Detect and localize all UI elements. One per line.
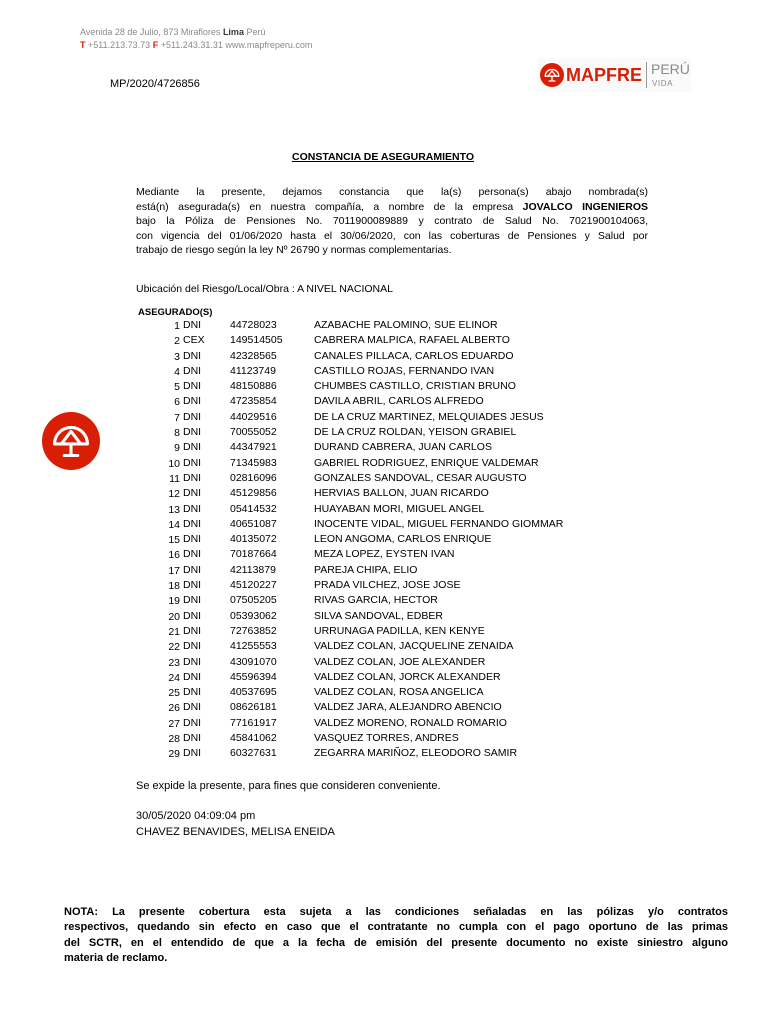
intro-line: Mediante la presente, dejamos constancia que la(s) persona(s) abajo nombrada(s) [136,186,648,198]
insured-row [0,349,768,364]
insured-row [0,379,768,394]
document-number: 44347921 [230,441,277,454]
document-type: DNI [183,548,202,561]
insured-name: PAREJA CHIPA, ELIO [314,563,418,576]
mapfre-emblem-icon [540,63,564,87]
document-number: 42328565 [230,349,277,362]
insured-name: DE LA CRUZ MARTINEZ, MELQUIADES JESUS [314,410,544,423]
insured-name: DURAND CABRERA, JUAN CARLOS [314,441,492,454]
insured-row [0,609,768,624]
document-type: DNI [183,533,202,546]
document-type: DNI [183,517,202,530]
row-number: 26 [168,702,180,715]
document-number: 149514505 [230,334,283,347]
insured-name: GABRIEL RODRIGUEZ, ENRIQUE VALDEMAR [314,456,539,469]
insured-row [0,731,768,746]
intro-line: con vigencia del 01/06/2020 hasta el 30/06/2020, con las coberturas de Pensiones y Salud por [136,229,648,242]
row-number: 2 [174,335,180,348]
insured-row [0,318,768,333]
insured-name: VALDEZ MORENO, RONALD ROMARIO [314,716,507,729]
row-number: 25 [168,687,180,700]
insured-row [0,655,768,670]
document-type: DNI [183,456,202,469]
row-number: 15 [168,534,180,547]
logo-business-line: VIDA [652,79,674,88]
row-number: 13 [168,503,180,516]
fax-number: +511.243.31.31 [160,40,223,50]
signer-name: CHAVEZ BENAVIDES, MELISA ENEIDA [136,826,335,838]
insured-name: VASQUEZ TORRES, ANDRES [314,732,459,745]
row-number: 4 [174,365,180,378]
row-number: 24 [168,671,180,684]
row-number: 22 [168,641,180,654]
phone-label: T [80,40,86,50]
document-number: 72763852 [230,624,277,637]
document-number: 71345983 [230,456,277,469]
insured-name: CANALES PILLACA, CARLOS EDUARDO [314,349,514,362]
document-number: 07505205 [230,594,277,607]
issue-datetime: 30/05/2020 04:09:04 pm [136,810,256,822]
mapfre-emblem-icon [42,412,100,470]
document-type: DNI [183,410,202,423]
document-number: 40135072 [230,533,277,546]
document-type: DNI [183,594,202,607]
insured-row [0,670,768,685]
document-number: 43091070 [230,655,277,668]
insured-name: DE LA CRUZ ROLDAN, YEISON GRABIEL [314,426,517,439]
insured-row [0,517,768,532]
mapfre-logo [537,58,691,92]
insured-row [0,593,768,608]
website-text: www.mapfreperu.com [225,40,313,50]
note-line [64,905,728,920]
document-number: 48150886 [230,380,277,393]
insured-row [0,486,768,501]
insured-row [0,624,768,639]
header-contact [80,39,312,51]
document-number: 40537695 [230,686,277,699]
insured-name: VALDEZ COLAN, JACQUELINE ZENAIDA [314,640,514,653]
row-number: 27 [168,717,180,730]
document-number: 45120227 [230,579,277,592]
document-type: DNI [183,471,202,484]
insured-name: ZEGARRA MARIÑOZ, ELEODORO SAMIR [314,747,518,760]
document-reference: MP/2020/4726856 [110,78,200,90]
closing-statement: Se expide la presente, para fines que consideren conveniente. [136,780,441,792]
insured-row [0,502,768,517]
note-block [64,905,728,966]
document-type: DNI [183,319,202,331]
note-line: del SCTR, en el entendido de que a la fecha de emisión del presente documento no existe siniestro alguno [64,936,728,949]
row-number: 12 [168,488,180,501]
row-number: 18 [168,580,180,593]
insured-name: INOCENTE VIDAL, MIGUEL FERNANDO GIOMMAR [314,517,564,530]
note-line-text: La presente cobertura esta sujeta a las condiciones señaladas en las pólizas y/o contratos [112,906,728,918]
insured-name: DAVILA ABRIL, CARLOS ALFREDO [314,395,484,408]
insured-name: RIVAS GARCIA, HECTOR [314,594,438,607]
document-type: DNI [183,426,202,439]
document-type: DNI [183,563,202,576]
document-title: CONSTANCIA DE ASEGURAMIENTO [292,151,475,163]
insured-row [0,364,768,379]
document-type: DNI [183,732,202,745]
insured-row [0,394,768,409]
row-number: 23 [168,656,180,669]
row-number: 19 [168,595,180,608]
row-number: 5 [174,381,180,394]
insured-name: PRADA VILCHEZ, JOSE JOSE [314,579,461,592]
intro-line-text: está(n) asegurada(s) en nuestra compañía, a nombre de la empresa [136,200,514,213]
insured-row [0,578,768,593]
row-number: 7 [174,411,180,424]
document-number: 08626181 [230,701,277,714]
document-number: 05393062 [230,609,277,622]
document-type: DNI [183,716,202,729]
document-number: 40651087 [230,517,277,530]
row-number: 16 [168,549,180,562]
document-number: 44728023 [230,319,277,331]
document-type: DNI [183,670,202,683]
note-label: NOTA: [64,906,99,918]
logo-brand: MAPFRE [566,65,642,85]
insured-row [0,425,768,440]
insured-name: HERVIAS BALLON, JUAN RICARDO [314,487,489,500]
document-type: DNI [183,624,202,637]
document-type: CEX [183,334,205,347]
row-number: 14 [168,518,180,531]
insured-row [0,547,768,562]
logo-country: PERÚ [651,61,690,77]
document-number: 44029516 [230,410,277,423]
document-type: DNI [183,640,202,653]
row-number: 21 [168,625,180,638]
fax-label: F [152,40,159,50]
note-line: materia de reclamo. [64,951,168,964]
document-number: 70187664 [230,548,277,561]
insured-heading: ASEGURADO(S) [138,307,213,318]
logo-divider [646,62,647,88]
risk-location: Ubicación del Riesgo/Local/Obra : A NIVEL NACIONAL [136,283,393,295]
row-number: 11 [169,472,180,485]
insured-name: HUAYABAN MORI, MIGUEL ANGEL [314,502,485,515]
insured-name: GONZALES SANDOVAL, CESAR AUGUSTO [314,471,527,484]
document-type: DNI [183,380,202,393]
row-number: 28 [168,733,180,746]
document-number: 05414532 [230,502,277,515]
row-number: 9 [174,442,180,455]
insured-row [0,471,768,486]
row-number: 3 [174,350,180,363]
document-number: 60327631 [230,747,277,760]
insured-name: CHUMBES CASTILLO, CRISTIAN BRUNO [314,380,516,393]
insured-name: URRUNAGA PADILLA, KEN KENYE [314,624,485,637]
document-number: 45129856 [230,487,277,500]
insured-row [0,563,768,578]
insured-name: VALDEZ COLAN, JOE ALEXANDER [314,655,486,668]
insured-row [0,716,768,731]
document-type: DNI [183,487,202,500]
document-type: DNI [183,441,202,454]
insured-row [0,639,768,654]
insured-row [0,532,768,547]
document-number: 42113879 [230,563,276,576]
document-number: 47235854 [230,395,277,408]
document-type: DNI [183,502,202,515]
insured-row [0,456,768,471]
insured-name: VALDEZ JARA, ALEJANDRO ABENCIO [314,701,502,714]
document-type: DNI [183,686,202,699]
note-line: respectivos, quedando sin efecto en caso que el contratante no cumpla con el pago oportuno de las primas [64,921,728,934]
row-number: 20 [168,610,180,623]
insured-name: SILVA SANDOVAL, EDBER [314,609,443,622]
address-country: Perú [246,27,266,37]
insured-row [0,333,768,348]
intro-paragraph [136,185,648,258]
row-number: 10 [168,457,180,470]
row-number: 8 [174,427,180,440]
row-number: 17 [168,564,180,577]
document-type: DNI [183,655,202,668]
document-type: DNI [183,364,202,377]
address-city: Lima [222,27,244,37]
insured-name: MEZA LOPEZ, EYSTEN IVAN [314,548,455,561]
intro-line: trabajo de riesgo según la ley Nº 26790 y normas complementarias. [136,244,452,256]
row-number: 29 [168,748,180,761]
document-number: 41123749 [230,364,276,377]
intro-line [136,200,648,215]
address-street: Avenida 28 de Julio, 873 Miraflores [80,27,221,37]
document-type: DNI [183,579,202,592]
insured-name: VALDEZ COLAN, JORCK ALEXANDER [314,670,501,683]
company-name: JOVALCO INGENIEROS [522,200,648,213]
insured-row [0,700,768,715]
insured-row [0,685,768,700]
insured-name: VALDEZ COLAN, ROSA ANGELICA [314,686,484,699]
insured-list [0,318,768,762]
document-type: DNI [183,349,202,362]
insured-name: AZABACHE PALOMINO, SUE ELINOR [314,319,498,331]
row-number: 6 [174,396,180,409]
insured-name: CASTILLO ROJAS, FERNANDO IVAN [314,364,495,377]
phone-number: +511.213.73.73 [88,40,151,50]
intro-line: bajo la Póliza de Pensiones No. 7011900089889 y contrato de Salud No. 7021900104063, [136,215,648,227]
insured-row [0,746,768,761]
document-type: DNI [183,747,202,760]
document-number: 45596394 [230,670,277,683]
document-number: 02816096 [230,471,277,484]
insured-name: CABRERA MALPICA, RAFAEL ALBERTO [314,334,510,347]
insured-row [0,410,768,425]
document-number: 70055052 [230,426,277,439]
document-type: DNI [183,701,202,714]
document-type: DNI [183,395,202,408]
insured-name: LEON ANGOMA, CARLOS ENRIQUE [314,533,492,546]
document-number: 41255553 [230,640,277,653]
row-number: 1 [174,320,180,332]
document-number: 45841062 [230,732,277,745]
document-number: 77161917 [230,716,277,729]
header-address [80,26,265,38]
insured-row [0,440,768,455]
document-type: DNI [183,609,202,622]
